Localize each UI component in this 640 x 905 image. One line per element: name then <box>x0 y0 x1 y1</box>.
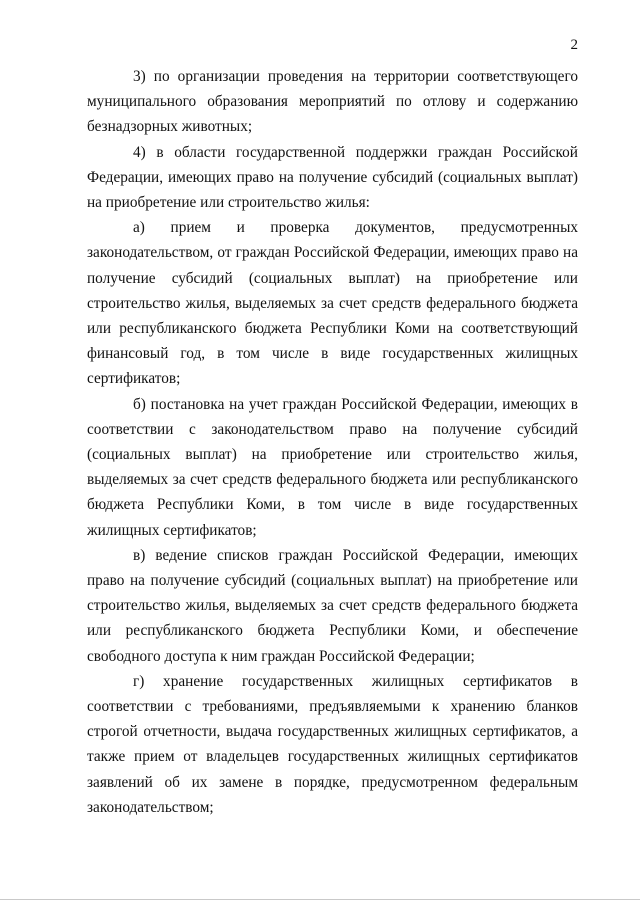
scan-bottom-edge <box>0 899 640 900</box>
paragraph-subitem-v: в) ведение списков граждан Российской Федерации, имеющих право на получение субсидий (социальных выплат) на приобретение или строительство жилья, выделяемых за счет средств федерального бюджета или республиканского бюджета Республики Коми, и обеспечение свободного доступа к ним граждан Российской Федерации; <box>87 546 578 665</box>
paragraph-subitem-b: б) постановка на учет граждан Российской Федерации, имеющих в соответствии с законодательством право на получение субсидий (социальных выплат) на приобретение или строительство жилья, выделяемых за счет средств федерального бюджета или республиканского бюджета Республики Коми, в том числе в виде государственных жилищных сертификатов; <box>87 395 578 539</box>
paragraph-item-3: 3) по организации проведения на территории соответствующего муниципального образования мероприятий по отлову и содержанию безнадзорных животных; <box>87 68 578 136</box>
paragraph-item-4: 4) в области государственной поддержки граждан Российской Федерации, имеющих право на получение субсидий (социальных выплат) на приобретение или строительство жилья: <box>87 143 578 212</box>
paragraph-subitem-a: а) прием и проверка документов, предусмотренных законодательством, от граждан Российской Федерации, имеющих право на получение субсидий (социальных выплат) на приобретение или строительство жилья, выделяемых за счет средств федерального бюджета или республиканского бюджета Республики Коми на соответствующий финансовый год, в том числе в виде государственных жилищных сертификатов; <box>87 219 578 388</box>
document-body <box>87 64 578 820</box>
page-number: 2 <box>570 37 578 53</box>
paragraph-subitem-g: г) хранение государственных жилищных сертификатов в соответствии с требованиями, предъявляемыми к хранению бланков строгой отчетности, выдача государственных жилищных сертификатов, а также прием от владельцев государственных жилищных сертификатов заявлений об их замене в порядке, предусмотренном федеральным законодательством; <box>87 672 578 816</box>
